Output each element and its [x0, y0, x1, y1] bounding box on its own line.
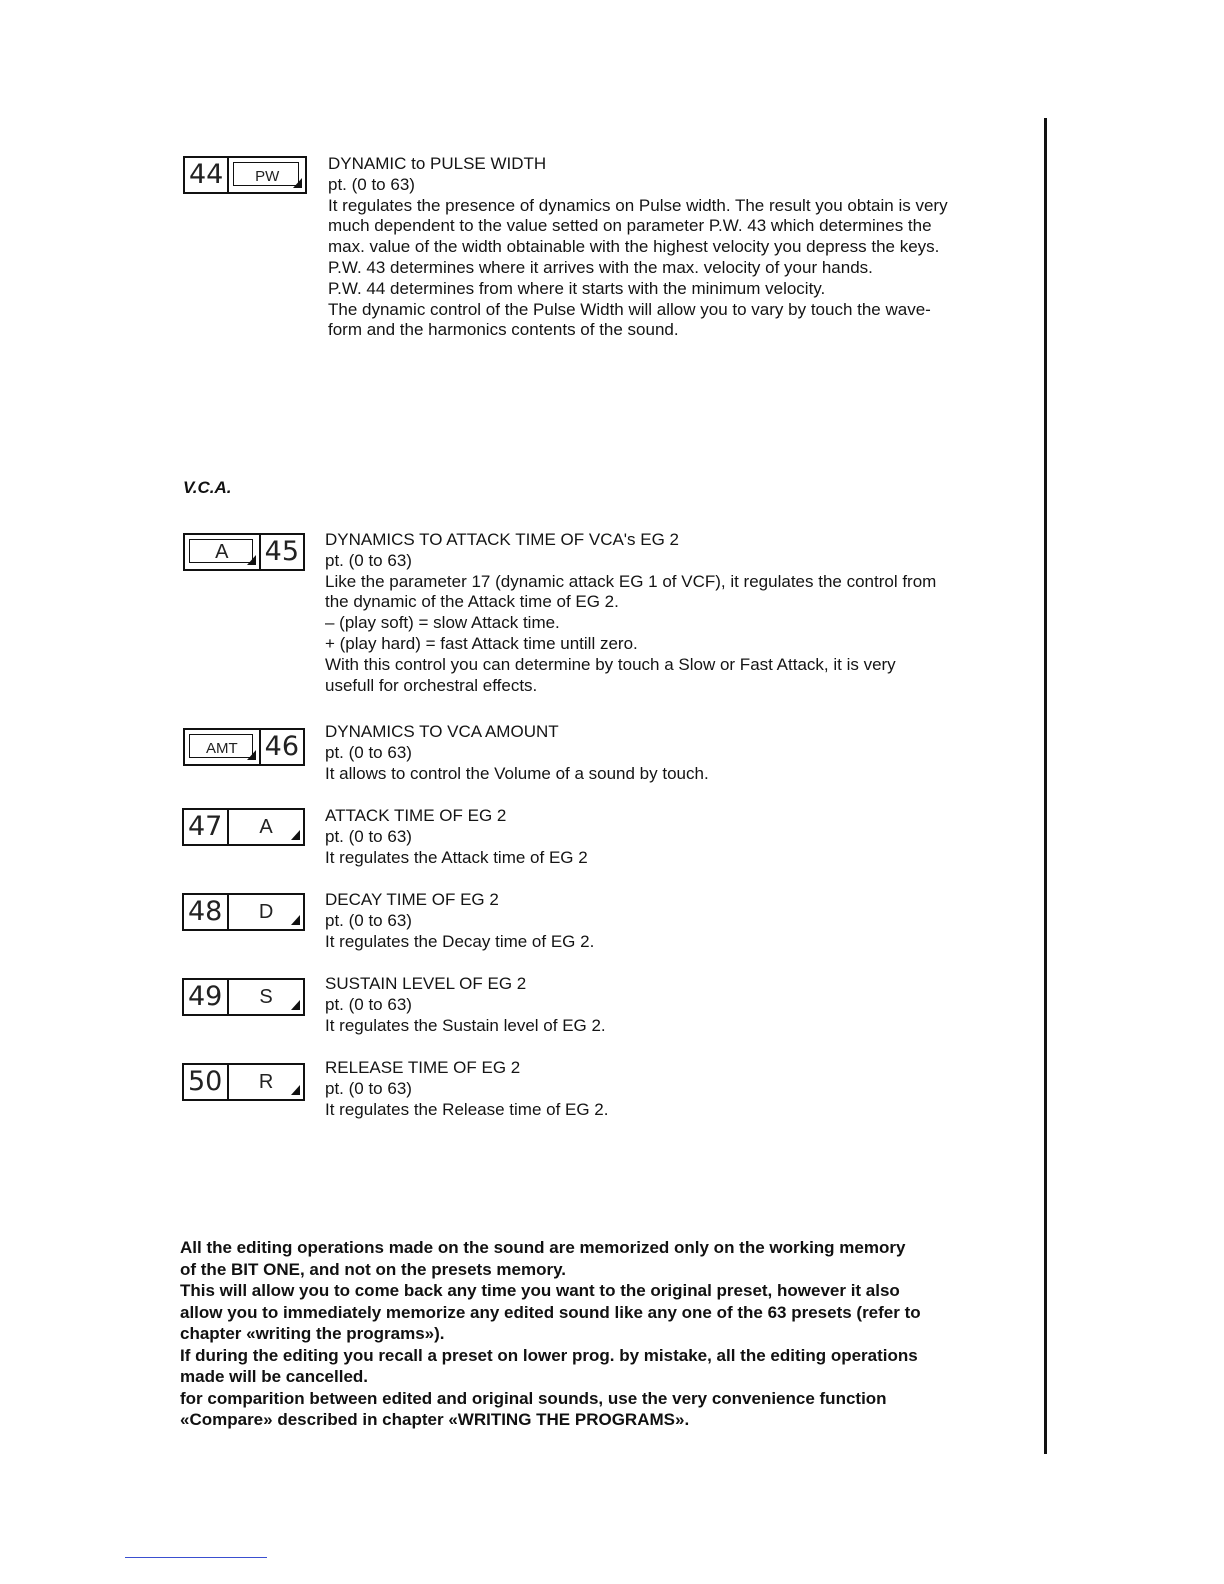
param-49-label-cell — [227, 980, 303, 1014]
note-line: «Compare» described in chapter «WRITING THE PROGRAMS». — [180, 1410, 690, 1429]
param-46-range: pt. (0 to 63) — [325, 742, 412, 762]
param-44-line: The dynamic control of the Pulse Width will allow you to vary by touch the wave- — [328, 299, 931, 319]
note-line: This will allow you to come back any time you want to the original preset, however it also — [180, 1281, 900, 1300]
param-44-line: P.W. 43 determines where it arrives with the max. velocity of your hands. — [328, 257, 873, 277]
param-49-line: It regulates the Sustain level of EG 2. — [325, 1015, 606, 1035]
param-44-label: PW — [255, 168, 280, 185]
note-line: of the BIT ONE, and not on the presets memory. — [180, 1259, 567, 1279]
param-47-label: A — [259, 816, 273, 838]
param-50-label: R — [258, 1071, 274, 1093]
corner-triangle-icon — [247, 555, 256, 565]
param-49-label: S — [259, 986, 273, 1008]
param-50-title: RELEASE TIME OF EG 2 — [325, 1058, 521, 1077]
param-44-line: P.W. 44 determines from where it starts with the minimum velocity. — [328, 278, 826, 298]
param-49-title: SUSTAIN LEVEL OF EG 2 — [325, 974, 527, 993]
section-title: V.C.A. — [183, 478, 232, 497]
corner-triangle-icon — [291, 1085, 300, 1095]
corner-triangle-icon — [291, 830, 300, 840]
corner-triangle-icon — [291, 915, 300, 925]
note-line: chapter «writing the programs»). — [180, 1324, 445, 1343]
note-line: All the editing operations made on the sound are memorized only on the working memory — [180, 1238, 906, 1257]
corner-triangle-icon — [247, 750, 256, 760]
footnote-rule — [125, 1557, 267, 1558]
param-49-display — [182, 978, 305, 1016]
param-49-range: pt. (0 to 63) — [325, 994, 412, 1014]
param-45-display — [183, 533, 305, 571]
param-44-number: 44 — [189, 159, 224, 190]
param-45-label: A — [215, 541, 229, 563]
editing-note — [180, 1237, 1010, 1431]
param-45-title: DYNAMICS TO ATTACK TIME OF VCA's EG 2 — [325, 530, 680, 549]
param-47-text — [325, 806, 588, 868]
param-50-display — [182, 1063, 305, 1101]
param-48-title: DECAY TIME OF EG 2 — [325, 890, 499, 909]
param-50-label-cell — [227, 1065, 303, 1099]
param-45-line: Like the parameter 17 (dynamic attack EG 1 of VCF), it regulates the control from — [325, 571, 937, 591]
param-46-line: It allows to control the Volume of a sound by touch. — [325, 763, 709, 783]
param-45-text — [325, 530, 936, 696]
param-45-number: 45 — [259, 535, 303, 569]
page-right-rule — [1044, 118, 1047, 1454]
param-44-label-cell — [227, 158, 305, 192]
param-47-title: ATTACK TIME OF EG 2 — [325, 806, 507, 825]
param-46-title: DYNAMICS TO VCA AMOUNT — [325, 722, 559, 741]
param-50-number: 50 — [188, 1066, 223, 1097]
param-50-line: It regulates the Release time of EG 2. — [325, 1099, 609, 1119]
param-45-range: pt. (0 to 63) — [325, 550, 412, 570]
param-50-range: pt. (0 to 63) — [325, 1078, 412, 1098]
param-46-label-cell — [185, 730, 259, 764]
note-line: allow you to immediately memorize any edited sound like any one of the 63 presets (refer to — [180, 1302, 921, 1322]
param-45-line: With this control you can determine by touch a Slow or Fast Attack, it is very — [325, 654, 896, 674]
param-44-line: It regulates the presence of dynamics on Pulse width. The result you obtain is very — [328, 195, 948, 215]
param-45-line: the dynamic of the Attack time of EG 2. — [325, 592, 619, 612]
param-49-number: 49 — [188, 981, 223, 1012]
param-48-display — [182, 893, 305, 931]
param-46-label: AMT — [205, 740, 238, 757]
corner-triangle-icon — [291, 1000, 300, 1010]
corner-triangle-icon — [293, 178, 302, 188]
param-48-number: 48 — [188, 896, 223, 927]
param-44-range: pt. (0 to 63) — [328, 174, 415, 194]
param-46-number: 46 — [259, 730, 303, 764]
param-47-label-cell — [227, 810, 303, 844]
param-45-line: usefull for orchestral effects. — [325, 675, 538, 695]
param-48-label: D — [258, 901, 274, 923]
param-49-text — [325, 974, 606, 1036]
param-48-text — [325, 890, 594, 952]
param-44-line: max. value of the width obtainable with the highest velocity you depress the keys. — [328, 237, 940, 257]
param-48-range: pt. (0 to 63) — [325, 910, 412, 930]
param-44-display — [183, 156, 307, 194]
note-line: made will be cancelled. — [180, 1367, 369, 1386]
param-46-display — [183, 728, 305, 766]
param-50-text — [325, 1058, 608, 1120]
param-47-number: 47 — [188, 811, 223, 842]
param-47-display — [182, 808, 305, 846]
note-line: If during the editing you recall a preset on lower prog. by mistake, all the editing operations — [180, 1345, 918, 1365]
param-46-text — [325, 722, 709, 784]
param-44-text — [328, 154, 948, 341]
param-48-label-cell — [227, 895, 303, 929]
param-44-line: form and the harmonics contents of the sound. — [328, 320, 679, 340]
param-44-line: much dependent to the value setted on parameter P.W. 43 which determines the — [328, 216, 932, 236]
param-47-line: It regulates the Attack time of EG 2 — [325, 847, 588, 867]
param-45-label-cell — [185, 535, 259, 569]
param-47-range: pt. (0 to 63) — [325, 826, 412, 846]
param-48-line: It regulates the Decay time of EG 2. — [325, 931, 595, 951]
note-line: for comparition between edited and original sounds, use the very convenience function — [180, 1388, 887, 1408]
param-45-line: + (play hard) = fast Attack time untill zero. — [325, 633, 638, 653]
param-44-title: DYNAMIC to PULSE WIDTH — [328, 154, 547, 173]
param-45-line: – (play soft) = slow Attack time. — [325, 613, 560, 633]
